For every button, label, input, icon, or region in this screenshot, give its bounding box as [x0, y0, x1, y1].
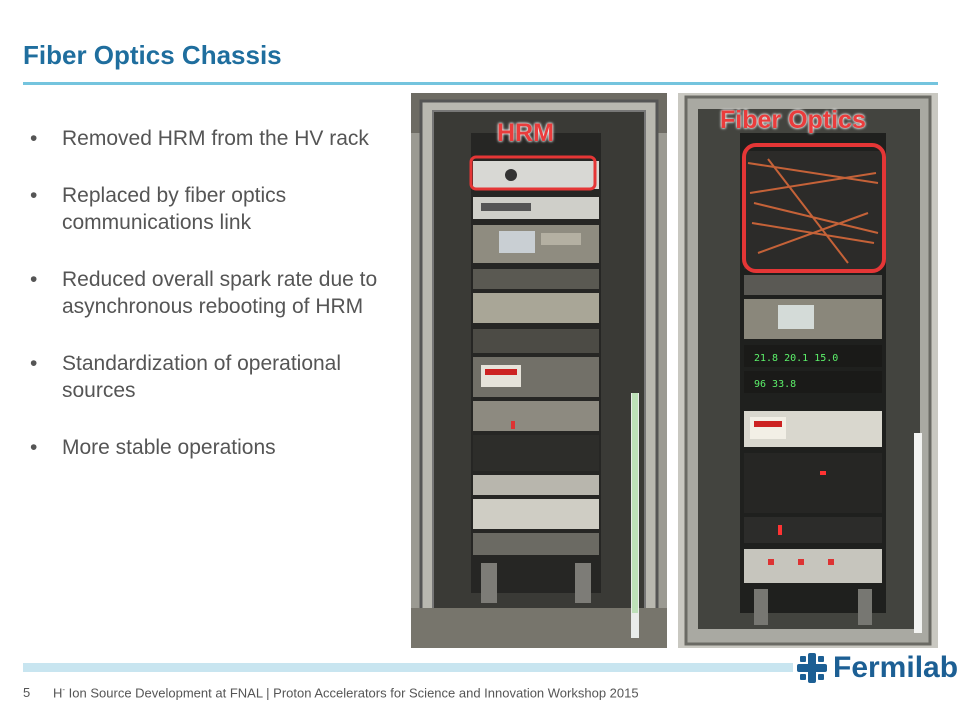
bullet-text: More stable operations	[62, 436, 276, 459]
bullet-marker: •	[30, 127, 38, 150]
fermilab-logo	[797, 648, 958, 688]
svg-text:96 33.8: 96 33.8	[754, 379, 797, 390]
footer-title-superscript: -	[62, 685, 66, 694]
fermilab-logo-text: Fermilab	[833, 651, 959, 684]
bullet-item	[28, 182, 398, 236]
bullet-marker: •	[30, 268, 38, 291]
fiber-optics-label: Fiber Optics	[720, 106, 866, 134]
svg-text:21.8 20.1 15.0: 21.8 20.1 15.0	[754, 353, 839, 364]
fermilab-mark-icon	[797, 653, 827, 683]
bullet-marker: •	[30, 436, 38, 459]
title-underline	[23, 82, 938, 85]
bullet-marker: •	[30, 184, 38, 207]
bullet-marker: •	[30, 352, 38, 375]
bullet-item	[28, 350, 398, 404]
hrm-rack-photo	[411, 93, 667, 648]
page-number: 5	[23, 685, 31, 701]
bullet-text: Replaced by fiber optics communications link	[62, 184, 287, 234]
footer-bar	[23, 663, 793, 672]
footer-line	[23, 685, 639, 700]
hrm-label: HRM	[497, 119, 554, 147]
footer-title: Ion Source Development at FNAL | Proton Accelerators for Science and Innovation Workshop 2015	[65, 685, 639, 701]
slide-title: Fiber Optics Chassis	[23, 40, 282, 70]
bullet-text: Removed HRM from the HV rack	[62, 127, 369, 150]
bullet-item	[28, 266, 398, 320]
bullet-list	[28, 125, 398, 461]
bullet-item	[28, 434, 398, 461]
bullet-item	[28, 125, 398, 152]
footer-title-prefix: H	[53, 685, 63, 701]
fiber-optics-rack-photo	[678, 93, 938, 648]
bullet-text: Standardization of operational sources	[62, 352, 342, 402]
bullet-text: Reduced overall spark rate due to asynchronous rebooting of HRM	[62, 268, 378, 318]
